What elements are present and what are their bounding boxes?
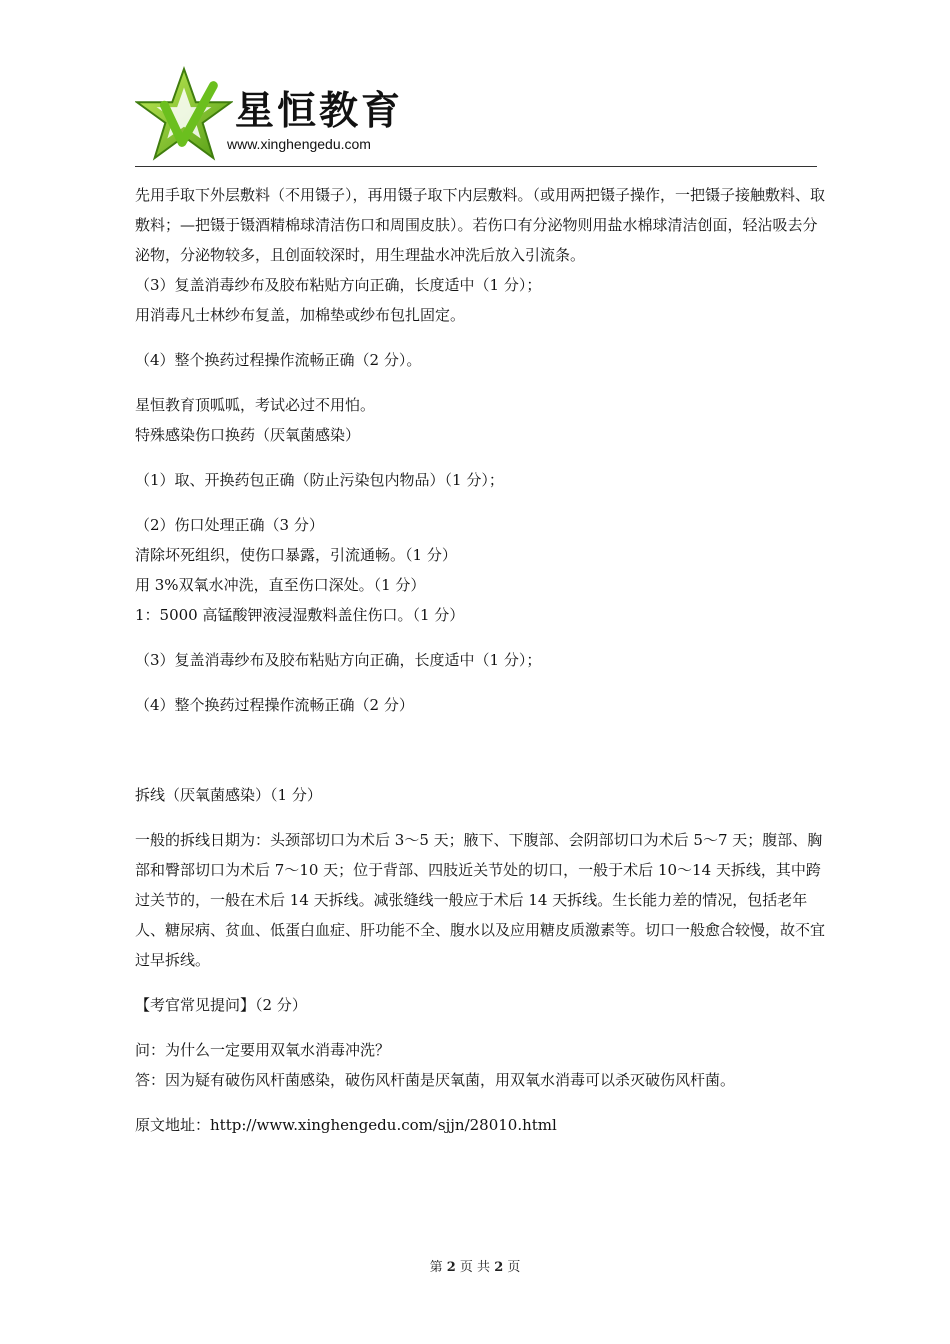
paragraph: （2）伤口处理正确（3 分）	[135, 516, 324, 534]
footer-suffix: 页	[507, 1260, 521, 1275]
section-title: 拆线（厌氧菌感染）（1 分）	[135, 786, 322, 804]
page-footer	[0, 1256, 950, 1275]
footer-prefix: 第	[429, 1260, 443, 1275]
paragraph: 用消毒凡士林纱布复盖，加棉垫或纱布包扎固定。	[135, 306, 466, 324]
total-pages-number: 2	[494, 1260, 504, 1275]
paragraph: 星恒教育顶呱呱，考试必过不用怕。	[135, 396, 376, 414]
section-title: 特殊感染伤口换药（厌氧菌感染）	[135, 426, 361, 444]
paragraph: （4）整个换药过程操作流畅正确（2 分）。	[135, 351, 422, 369]
brand-name: 星恒教育	[235, 89, 404, 134]
current-page-number: 2	[446, 1260, 456, 1275]
paragraph: （4）整个换药过程操作流畅正确（2 分）	[135, 696, 414, 714]
answer: 答：因为疑有破伤风杆菌感染，破伤风杆菌是厌氧菌，用双氧水消毒可以杀灭破伤风杆菌。	[135, 1071, 736, 1089]
paragraph: 1：5000 高锰酸钾液浸湿敷料盖住伤口。（1 分）	[135, 606, 465, 624]
page-header	[135, 66, 817, 170]
green-star-icon	[135, 66, 233, 164]
paragraph: 清除坏死组织，使伤口暴露，引流通畅。（1 分）	[135, 546, 457, 564]
brand-url: www.xinghengedu.com	[227, 136, 371, 152]
paragraph: 一般的拆线日期为：头颈部切口为术后 3～5 天；腋下、下腹部、会阴部切口为术后 5～7 天；腹部、胸部和臀部切口为术后 7～10 天；位于背部、四肢近关节处的切口，一般于术后 10～14 天拆线，其中跨过关节的，一般在术后 14 天拆线。减张缝线一般应于术后 14 天拆线。生长能力差的情况，包括老年人、糖尿病、贫血、低蛋白血症、肝功能不全、腹水以及应用糖皮质激素等。切口一般愈合较慢，故不宜过早拆线。	[135, 831, 826, 969]
paragraph: 先用手取下外层敷料（不用镊子），再用镊子取下内层敷料。（或用两把镊子操作，一把镊子接触敷料、取敷料；—把镊于镊酒精棉球清洁伤口和周围皮肤）。若伤口有分泌物则用盐水棉球清洁创面，轻沾吸去分泌物，分泌物较多，且创面较深时，用生理盐水冲洗后放入引流条。	[135, 186, 826, 264]
paragraph: （3）复盖消毒纱布及胶布粘贴方向正确，长度适中（1 分）；	[135, 651, 542, 669]
document-body	[135, 180, 825, 1140]
question: 问：为什么一定要用双氧水消毒冲洗？	[135, 1041, 391, 1059]
section-title: 【考官常见提问】（2 分）	[135, 996, 307, 1014]
header-divider	[135, 166, 817, 167]
paragraph: 用 3%双氧水冲洗，直至伤口深处。（1 分）	[135, 576, 426, 594]
paragraph: （3）复盖消毒纱布及胶布粘贴方向正确，长度适中（1 分）；	[135, 276, 542, 294]
source-link[interactable]: 原文地址：http://www.xinghengedu.com/sjjn/28010.html	[135, 1116, 557, 1134]
paragraph: （1）取、开换药包正确（防止污染包内物品）（1 分）；	[135, 471, 504, 489]
footer-middle: 页 共	[459, 1260, 491, 1275]
